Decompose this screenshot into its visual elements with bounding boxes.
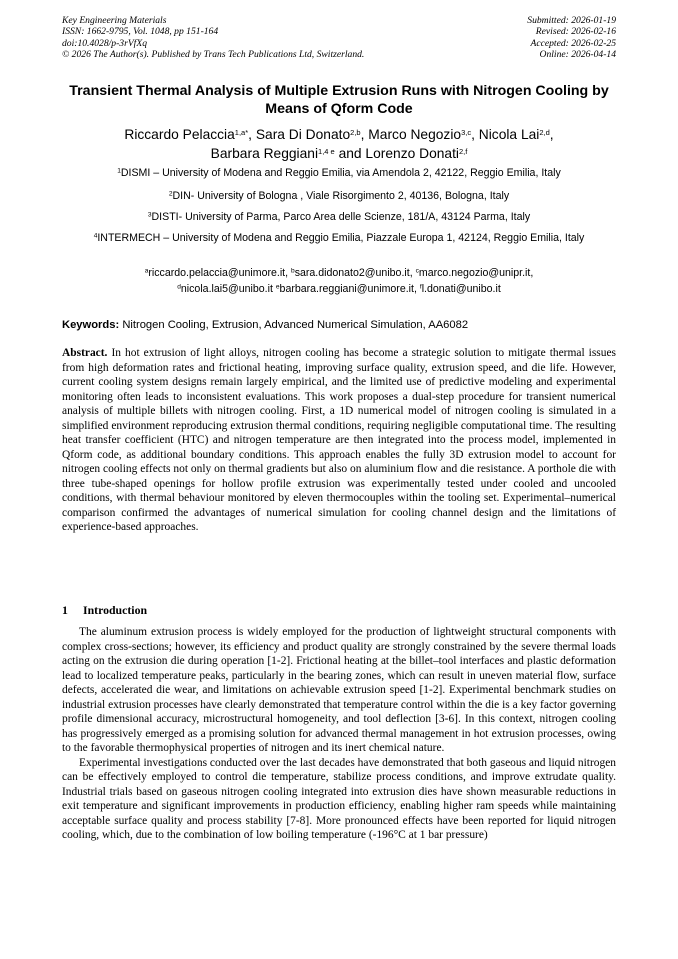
doi-line: doi:10.4028/p-3rVfXq [62, 37, 148, 49]
online-date: Online: 2026-04-14 [539, 49, 616, 61]
affiliation-1: $^1$DISMI – University of Modena and Reggio Emilia, via Amendola 2, 42122, Reggio Emilia, Italy [117, 167, 561, 179]
revised-date: Revised: 2026-02-16 [535, 26, 616, 38]
journal-name: Key Engineering Materials [62, 15, 167, 26]
paper-title: Transient Thermal Analysis of Multiple Extrusion Runs with Nitrogen Cooling by Means of Qform Code [69, 83, 609, 117]
journal-header-left [62, 15, 364, 61]
introduction-body [62, 625, 616, 843]
section-title: Introduction [83, 603, 148, 617]
affiliation-3: $^3$DISTI- University of Parma, Parco Area delle Scienze, 181/A, 43124 Parma, Italy [147, 211, 531, 223]
copyright-line: © 2026 The Author(s). Published by Trans Tech Publications Ltd, Switzerland. [62, 49, 365, 61]
abstract-text: In hot extrusion of light alloys, nitrogen cooling has become a strategic solution to mitigate thermal issues from high deformation rates and frictional heating, improving surface quality, extrusion speed, and die life. However, current cooling system designs remain largely empirical, and the limited use of predictive modeling and experimental monitoring often leads to inconsistent evaluations. This work proposes a dual-step procedure for transient numerical analysis of multiple billets with nitrogen cooling. First, a 1D numerical model of nitrogen cooling is simulated in a simplified environment reproducing extrusion thermal conditions, requiring negligible computational time. The resulting heat transfer coefficient (HTC) and nitrogen temperature are then integrated into the process model, implemented in Qform code, as additional boundary conditions. This approach enables the fully 3D extrusion model to account for nitrogen cooling effects not only on thermal gradients but also on aluminium flow and die resistance. A porthole die with three tube-shaped openings for hollow profile extrusion was experimentally tested under cooled and uncooled conditions, with thermal behaviour monitored by eleven thermocouples within the tooling set. Experimental–numerical comparison confirmed the advantages of numerical simulation for cooling channel design and the limitations of experience-based approaches. [62, 347, 617, 533]
author: Barbara Reggiani$^{1,4 e}$ and [210, 146, 366, 161]
paragraph: The aluminum extrusion process is widely employed for the production of lightweight structural components with complex cross-sections; however, its efficiency and product quality are strongly constrained by the severe thermal loads acting on the extrusion die during operation [1-2]. Frictional heating at the billet–tool interfaces and plastic deformation lead to localized temperature peaks, particularly in the bearing zones, which can result in uneven material flow, surface defects, accelerated die wear, and limitations on achievable extrusion speed [1-2]. Experimental benchmark studies on industrial extrusion processes have clearly demonstrated that temperature control within the die is a key factor governing profile dimensional accuracy, microstructural homogeneity, and tool deflection [3-6]. In this context, nitrogen cooling has progressively emerged as a promising solution for advanced thermal management in hot extrusion processes, owing to the favorable thermophysical properties of nitrogen and its inert chemical nature. [62, 626, 616, 754]
keywords-label: Keywords: [62, 319, 120, 331]
author: Sara Di Donato$^{2,b}$, [255, 127, 369, 142]
affiliation-2: $^2$DIN- University of Bologna , Viale Risorgimento 2, 40136, Bologna, Italy [168, 190, 510, 202]
email-f[interactable]: l.donati@unibo.it [421, 282, 501, 295]
author: Marco Negozio$^{3,c}$, [368, 127, 479, 142]
email-c[interactable]: marco.negozio@unipr.it [418, 267, 531, 279]
journal-header-right [527, 15, 616, 61]
abstract [62, 346, 616, 535]
submitted-date: Submitted: 2026-01-19 [527, 15, 616, 26]
email-e[interactable]: barbara.reggiani@unimore.it [279, 282, 414, 295]
paragraph: Experimental investigations conducted over the last decades have demonstrated that both gaseous and liquid nitrogen can be effectively employed to control die temperature, stabilize process conditions, and improve extrudate quality. Industrial trials based on gaseous nitrogen cooling integrated into extrusion dies have shown measurable reductions in exit temperature and significant improvements in production efficiency, enabling higher ram speeds while maintaining acceptable surface quality and process stability [7-8]. More pronounced effects have been reported for liquid nitrogen cooling, which, due to the combination of low boiling temperature (-196°C at 1 bar pressure) [62, 756, 616, 841]
issn-line: ISSN: 1662-9795, Vol. 1048, pp 151-164 [62, 26, 219, 38]
email-d[interactable]: nicola.lai5@unibo.it [180, 282, 273, 295]
author: Lorenzo Donati$^{2,f}$ [365, 146, 468, 161]
author: Nicola Lai$^{2,d}$, [478, 127, 554, 142]
keywords [62, 318, 622, 332]
author-emails: $^a$riccardo.pelaccia@unimore.it, $^b$sara.didonato2@unibo.it, $^c$marco.negozio@unipr.it, $^d$nicola.lai5@unibo.it $^e$barbara.reggiani@unimore.it, $^f$l.donati@unibo.it [144, 267, 534, 295]
author: Riccardo Pelaccia$^{1,a*}$, [124, 127, 256, 142]
author-list [62, 125, 616, 163]
section-heading [62, 603, 147, 617]
section-number: 1 [62, 603, 68, 617]
accepted-date: Accepted: 2026-02-25 [530, 37, 616, 49]
abstract-label: Abstract. [62, 347, 108, 359]
affiliation-4: $^4$INTERMECH – University of Modena and Reggio Emilia, Piazzale Europa 1, 42124, Reggio Emilia, Italy [93, 232, 585, 244]
keywords-text: Nitrogen Cooling, Extrusion, Advanced Numerical Simulation, AA6082 [122, 319, 469, 331]
email-a[interactable]: riccardo.pelaccia@unimore.it [148, 267, 286, 279]
email-b[interactable]: sara.didonato2@unibo.it [294, 267, 410, 279]
